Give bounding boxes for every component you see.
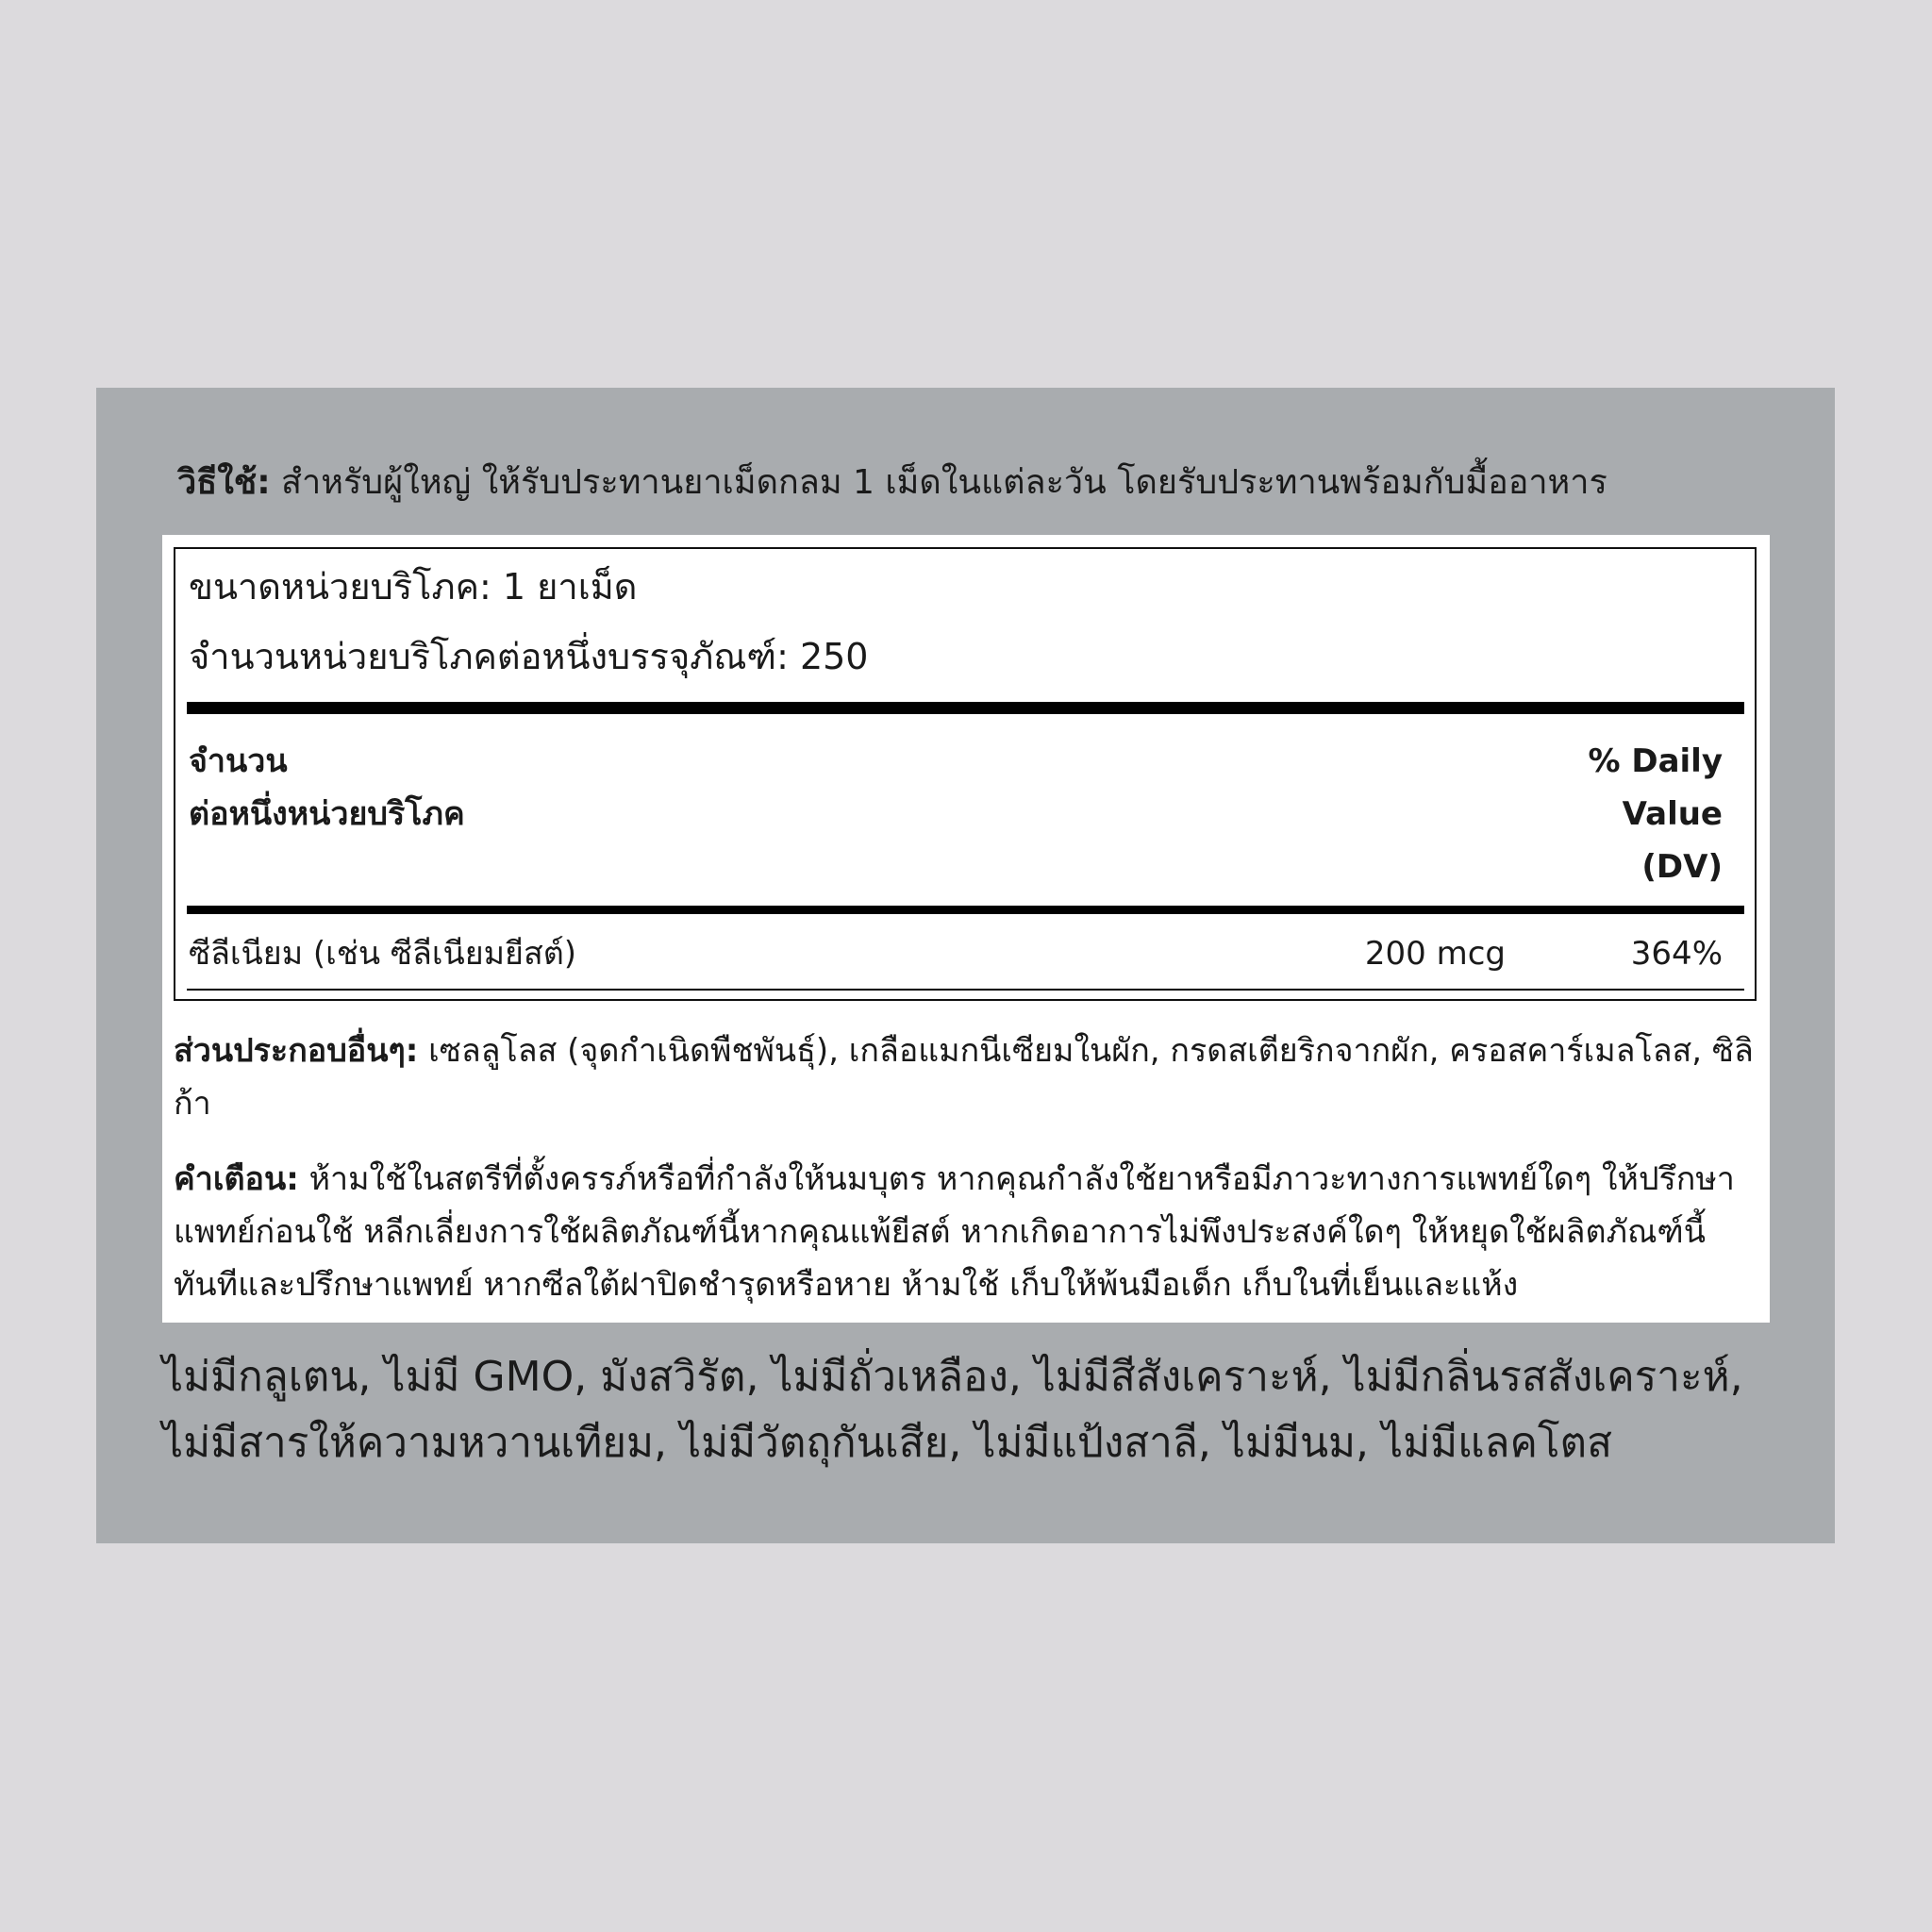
directions-label: วิธีใช้: xyxy=(177,463,271,502)
free-from-statement: ไม่มีกลูเตน, ไม่มี GMO, มังสวิรัต, ไม่มีถั่วเหลือง, ไม่มีสีสังเคราะห์, ไม่มีกลิ่นรสสังเคราะห์, ไม่มีสารให้ความหวานเทียม, ไม่มีวัตถุกันเสีย, ไม่มีแป้งสาลี, ไม่มีนม, ไม่มีแลคโตส xyxy=(162,1353,1743,1467)
amount-per-serving-header xyxy=(189,735,465,841)
directions xyxy=(177,455,1838,511)
nutrient-name: ซีลีเนียม (เช่น ซีลีเนียมยีสต์) xyxy=(189,935,577,973)
warning xyxy=(174,1153,1758,1311)
other-ingredients-text: เซลลูโลส (จุดกำเนิดพืชพันธุ์), เกลือแมกนีเซียมในผัก, กรดสเตียริกจากผัก, ครอสคาร์เมลโลส, ซิลิก้า xyxy=(174,1032,1754,1123)
other-ingredients-label: ส่วนประกอบอื่นๆ: xyxy=(174,1032,419,1070)
nutrient-daily-value: 364% xyxy=(1630,935,1723,973)
other-ingredients xyxy=(174,1024,1758,1130)
warning-label: คำเตือน: xyxy=(174,1160,299,1198)
thin-divider xyxy=(187,989,1744,991)
daily-value-header xyxy=(1588,735,1723,893)
header-left-line2: ต่อหนึ่งหน่วยบริโภค xyxy=(189,795,465,833)
serving-size: ขนาดหน่วยบริโภค: 1 ยาเม็ด xyxy=(189,566,638,608)
warning-text: ห้ามใช้ในสตรีที่ตั้งครรภ์หรือที่กำลังให้นมบุตร หากคุณกำลังใช้ยาหรือมีภาวะทางการแพทย์ใดๆ ให้ปรึกษาแพทย์ก่อนใช้ หลีกเลี่ยงการใช้ผลิตภัณฑ์นี้หากคุณแพ้ยีสต์ หากเกิดอาการไม่พึงประสงค์ใดๆ ให้หยุดใช้ผลิตภัณฑ์นี้ทันทีและปรึกษาแพทย์ หากซีลใต้ฝาปิดชำรุดหรือหาย ห้ามใช้ เก็บให้พ้นมือเด็ก เก็บในที่เย็นและแห้ง xyxy=(174,1160,1735,1304)
header-right-line2: Value xyxy=(1622,795,1723,833)
header-right-line1: % Daily xyxy=(1588,742,1723,780)
header-left-line1: จำนวน xyxy=(189,742,288,780)
servings-per-container: จำนวนหน่วยบริโภคต่อหนึ่งบรรจุภัณฑ์: 250 xyxy=(189,636,869,677)
header-right-line3: (DV) xyxy=(1641,848,1723,886)
nutrient-amount: 200 mcg xyxy=(1364,935,1506,973)
thick-divider xyxy=(187,702,1744,714)
directions-text: สำหรับผู้ใหญ่ ให้รับประทานยาเม็ดกลม 1 เม็ดในแต่ละวัน โดยรับประทานพร้อมกับมื้ออาหาร xyxy=(270,463,1607,502)
supplement-facts-box xyxy=(174,547,1757,1001)
thick-divider xyxy=(187,906,1744,914)
